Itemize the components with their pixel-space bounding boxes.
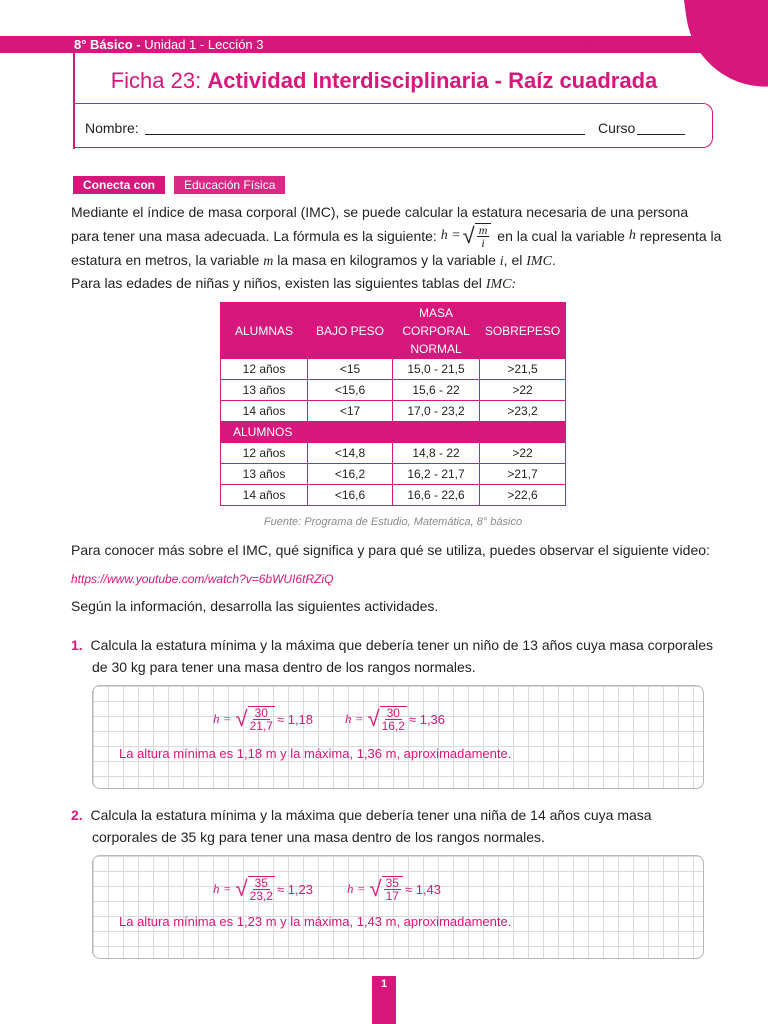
- table-cell: [393, 422, 480, 443]
- formula-sqrt: [236, 706, 275, 732]
- formula-numerator: 35: [254, 876, 268, 890]
- var-h: h: [628, 228, 636, 243]
- formula-numerator: 35: [385, 876, 399, 890]
- table-cell: <15,6: [308, 380, 393, 401]
- table-cell: <16,6: [308, 485, 393, 506]
- table-row: [221, 485, 566, 506]
- formula-h-label: h =: [213, 711, 232, 726]
- table-cell: 12 años: [221, 443, 308, 464]
- intro-paragraph: [71, 201, 721, 273]
- table-cell: 12 años: [221, 359, 308, 380]
- formula-2a: [213, 876, 313, 902]
- question-1-line-2: de 30 kg para tener una masa dentro de los rangos normales.: [92, 659, 476, 675]
- formula-denominator: 17: [385, 889, 399, 903]
- table-cell: <16,2: [308, 464, 393, 485]
- formula-numerator: 30: [254, 706, 268, 720]
- answer-box-1[interactable]: [92, 685, 704, 789]
- page-number: 1: [372, 976, 396, 1024]
- question-2-number: 2.: [71, 807, 83, 823]
- table-section-row: [221, 422, 566, 443]
- formula-fraction: [380, 706, 407, 732]
- radical-sign: √: [367, 706, 380, 731]
- table-cell: >22,6: [480, 485, 566, 506]
- formula-denominator: 16,2: [381, 719, 405, 733]
- table-cell: [308, 422, 393, 443]
- table-cell: [480, 422, 566, 443]
- formula-result: ≈ 1,43: [404, 881, 442, 897]
- table-cell: >22: [480, 380, 566, 401]
- answer-2-text: La altura mínima es 1,23 m y la máxima, 1,43 m, aproximadamente.: [119, 914, 512, 929]
- table-row: [221, 401, 566, 422]
- formula-fraction: [248, 876, 275, 902]
- formula-fraction: [475, 223, 492, 249]
- formula-h-label: h =: [347, 881, 366, 896]
- table-cell: 14 años: [221, 401, 308, 422]
- tables-intro-text: Para las edades de niñas y niños, existen las siguientes tablas del: [71, 275, 482, 291]
- imc-table: [220, 302, 566, 506]
- table-cell: 13 años: [221, 464, 308, 485]
- book-reference: [507, 38, 700, 50]
- table-source: Fuente: Programa de Estudio, Matemática, 8° básico: [263, 516, 523, 528]
- formula-h: h =: [440, 228, 461, 243]
- name-field[interactable]: [145, 134, 585, 135]
- formula-denominator: i: [481, 236, 485, 250]
- table-cell: 15,0 - 21,5: [393, 359, 480, 380]
- header-bajo-peso: BAJO PESO: [308, 303, 393, 359]
- question-1: [71, 634, 713, 678]
- formula-denominator: 21,7: [249, 719, 273, 733]
- table-cell: <15: [308, 359, 393, 380]
- title-prefix: Ficha 23:: [110, 68, 202, 93]
- formula-sqrt: [368, 706, 407, 732]
- table-cell: 14 años: [221, 485, 308, 506]
- table-row: [221, 464, 566, 485]
- table-cell: 17,0 - 23,2: [393, 401, 480, 422]
- formula-result: ≈ 1,18: [276, 711, 314, 727]
- question-2-line-1: Calcula la estatura mínima y la máxima que debería tener una niña de 14 años cuya masa: [90, 807, 652, 823]
- intro-line-3b: la masa en kilogramos y la variable: [277, 252, 496, 268]
- radical-sign: √: [235, 706, 248, 731]
- table-cell: 15,6 - 22: [393, 380, 480, 401]
- page-title: [0, 68, 768, 94]
- table-row: [221, 380, 566, 401]
- instructions: Según la información, desarrolla las siguientes actividades.: [71, 598, 439, 614]
- var-m: m: [263, 254, 274, 269]
- table-cell: >23,2: [480, 401, 566, 422]
- formula-sqrt: [463, 223, 492, 249]
- student-info-box: [73, 103, 713, 148]
- question-1-line-1: Calcula la estatura mínima y la máxima que debería tener un niño de 13 años cuya masa corporales: [90, 637, 714, 653]
- name-label: Nombre:: [85, 120, 139, 136]
- intro-line-2c: representa la: [639, 228, 722, 244]
- header-sobrepeso: SOBREPESO: [480, 303, 566, 359]
- var-i: i: [499, 254, 504, 269]
- formula-result: ≈ 1,36: [408, 711, 446, 727]
- tables-intro-imc: IMC:: [485, 277, 517, 292]
- pages-label: Páginas: 38 a 41: [614, 38, 700, 50]
- radical-sign: √: [369, 876, 382, 901]
- answer-box-2[interactable]: [92, 855, 704, 959]
- formula-2b: [347, 876, 441, 902]
- connect-tag: Conecta con: [73, 176, 165, 194]
- answer-1-text: La altura mínima es 1,18 m y la máxima, 1,36 m, aproximadamente.: [119, 746, 512, 761]
- table-cell: 16,6 - 22,6: [393, 485, 480, 506]
- radical-sign: √: [462, 223, 475, 248]
- table-cell: >22: [480, 443, 566, 464]
- video-text: Para conocer más sobre el IMC, qué significa y para qué se utiliza, puedes observar el siguiente video:: [71, 542, 710, 558]
- table-cell: >21,5: [480, 359, 566, 380]
- boys-section-label: ALUMNOS: [221, 422, 308, 443]
- table-cell: 13 años: [221, 380, 308, 401]
- header-masa-normal: MASA CORPORAL NORMAL: [393, 303, 480, 359]
- formula-1b: [345, 706, 445, 732]
- formula-numerator: m: [478, 223, 488, 237]
- table-row: [221, 443, 566, 464]
- formula-fraction: [248, 706, 275, 732]
- formula-h-label: h =: [213, 881, 232, 896]
- formula-sqrt: [236, 876, 275, 902]
- question-2-line-2: corporales de 35 kg para tener una masa dentro de los rangos normales.: [92, 829, 545, 845]
- intro-line-2b: en la cual la variable: [497, 228, 625, 244]
- video-link[interactable]: https://www.youtube.com/watch?v=6bWUI6tRZiQ: [71, 572, 334, 586]
- table-cell: >21,7: [480, 464, 566, 485]
- formula-1a: [213, 706, 313, 732]
- formula-fraction: [382, 876, 403, 902]
- title-main: Actividad Interdisciplinaria - Raíz cuadrada: [207, 68, 658, 93]
- course-field-label: Curso: [598, 120, 636, 136]
- header-alumnas: ALUMNAS: [221, 303, 308, 359]
- tables-intro: [71, 272, 516, 296]
- radical-sign: √: [235, 876, 248, 901]
- formula-denominator: 23,2: [249, 889, 273, 903]
- question-2: [71, 804, 652, 848]
- intro-line-3a: estatura en metros, la variable: [71, 252, 260, 268]
- formula-numerator: 30: [386, 706, 400, 720]
- intro-line-2a: para tener una masa adecuada. La fórmula es la siguiente:: [71, 228, 437, 244]
- grade-label: 8° Básico -: [74, 37, 141, 52]
- table-cell: <17: [308, 401, 393, 422]
- formula-result: ≈ 1,23: [276, 881, 314, 897]
- intro-line-3: estatura en metros, la variable m la masa en kilogramos y la variable i, el IMC.: [71, 252, 556, 269]
- book-label: Texto del estudiante /: [507, 38, 612, 50]
- subject-tag: Educación Física: [174, 176, 285, 194]
- formula-sqrt: [370, 876, 403, 902]
- formula-h-label: h =: [345, 711, 364, 726]
- course-field[interactable]: [637, 134, 685, 135]
- question-1-number: 1.: [71, 637, 83, 653]
- table-row: [221, 359, 566, 380]
- intro-line-1: Mediante el índice de masa corporal (IMC), se puede calcular la estatura necesaria de una persona: [71, 204, 689, 220]
- intro-line-2: [71, 223, 721, 249]
- table-cell: 16,2 - 21,7: [393, 464, 480, 485]
- unit-label: Unidad 1 - Lección 3: [144, 37, 264, 52]
- table-cell: 14,8 - 22: [393, 443, 480, 464]
- table-cell: <14,8: [308, 443, 393, 464]
- imc-term: IMC: [526, 254, 552, 269]
- intro-line-3c: , el: [503, 252, 523, 268]
- course-label: [74, 36, 264, 53]
